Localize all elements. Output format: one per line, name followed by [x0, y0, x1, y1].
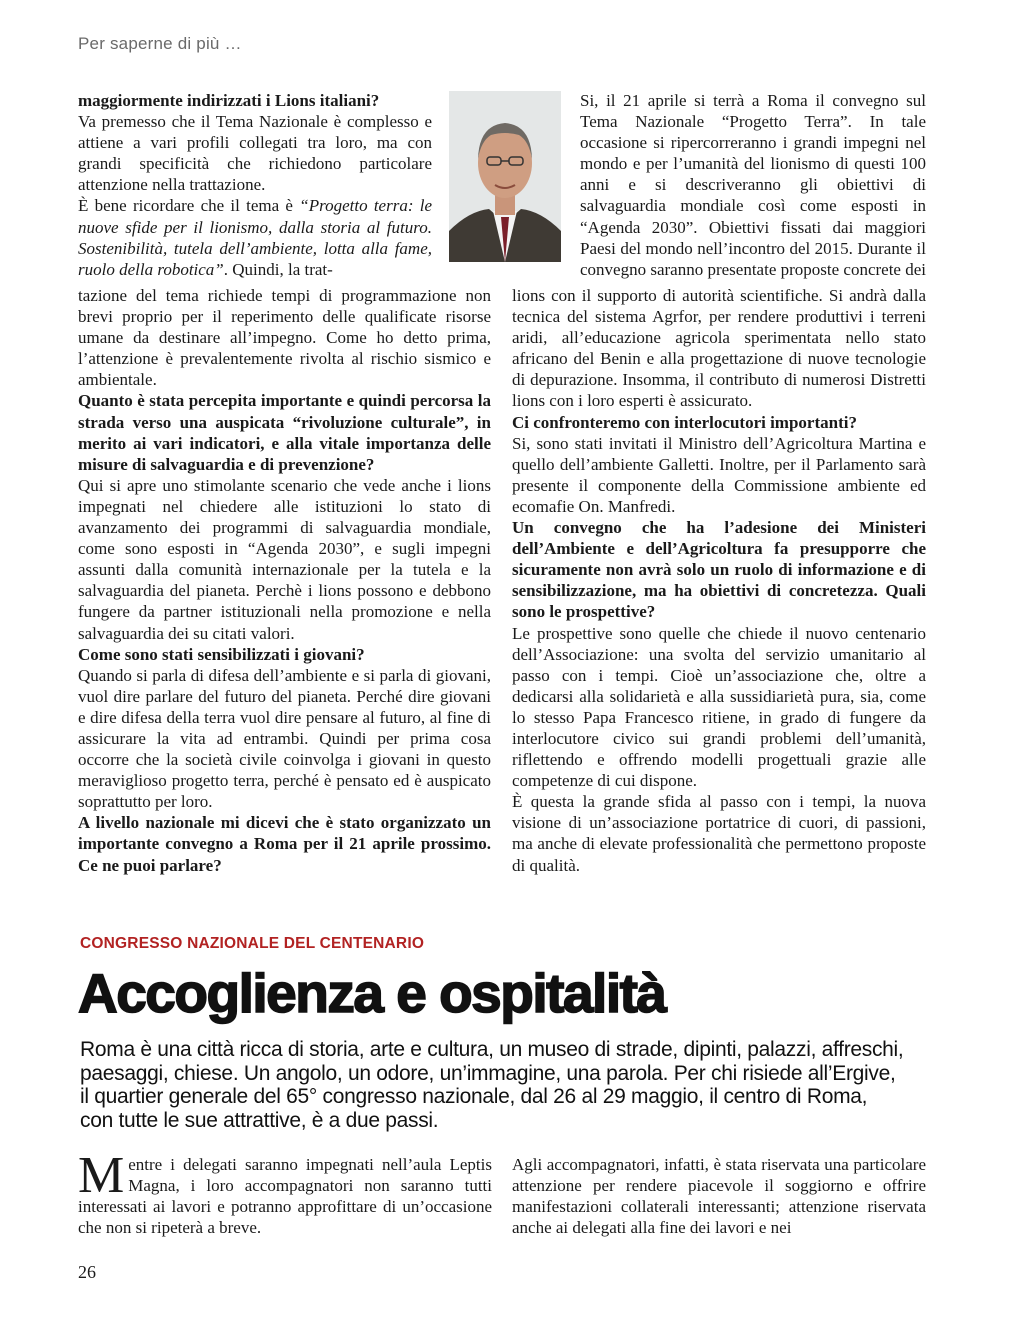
paragraph: Va premesso che il Tema Nazionale è complesso e attiene a vari profili collegati tra loro, ma con grandi specificità che richiedono particolare attenzione nella trattazione. [78, 112, 432, 195]
interview-column-right-top [580, 90, 926, 280]
paragraph: È bene ricordare che il tema è “Progetto terra: le nuove sfide per il lionismo, dalla storia al futuro. Sostenibilità, tutela dell’ambiente, lotta alla fame, ruolo della robotica”. Quindi, la trat- [78, 196, 433, 279]
interview-column-left-top [78, 90, 432, 280]
paragraph: Quando si parla di difesa dell’ambiente e si parla di giovani, vuol dire parlare del futuro del pianeta. Perché dire giovani e dire difesa della terra vuol dire pensare al futuro, al fine di assicurare la vita ad entrambi. Quindi per prima cosa occorre che la società civile coinvolga i giovani in questo meraviglioso progetto terra, perché è pensato ed è auspicato soprattutto per loro. [78, 665, 491, 812]
question: Come sono stati sensibilizzati i giovani? [78, 644, 365, 664]
lead-line: paesaggi, chiese. Un angolo, un odore, un’immagine, una parola. Per chi risiede all’Ergive, [80, 1061, 896, 1085]
interviewee-portrait-photo [449, 91, 561, 262]
question: Ci confronteremo con interlocutori importanti? [512, 412, 857, 432]
paragraph: tazione del tema richiede tempi di programmazione non brevi proprio per il reperimento delle qualificate risorse umane da destinare all’impegno. Come ho detto prima, l’attenzione è prevalentemente rivolta al rischio sismico e ambientale. [78, 286, 491, 390]
article-body-right [512, 1154, 926, 1238]
article-body-left [78, 1147, 492, 1238]
lead-line: con tutte le sue attrattive, è a due passi. [80, 1108, 439, 1132]
paragraph: Agli accompagnatori, infatti, è stata riservata una particolare attenzione per rendere piacevole il soggiorno e offrire manifestazioni collaterali interessanti; attenzione riservata anche ai delegati alla fine dei lavori e nei [512, 1155, 926, 1238]
section-kicker: CONGRESSO NAZIONALE DEL CENTENARIO [80, 935, 425, 952]
question: maggiormente indirizzati i Lions italiani? [78, 91, 380, 110]
question: Un convegno che ha l’adesione dei Ministeri dell’Ambiente e dell’Agricoltura fa presupporre che sicuramente non avrà solo un ruolo di informazione e di sensibilizzazione, ma ha obiettivi di concretezza. Quali sono le prospettive? [512, 518, 926, 622]
paragraph: È questa la grande sfida al passo con i tempi, la nuova visione di un’associazione portatrice di cuori, di passioni, ma anche di elevate professionalità che permettono proposte di qualità. [512, 792, 926, 875]
theme-title: “Progetto terra: le nuove sfide per il lionismo, dalla storia al futuro. Sostenibilità, tutela dell’ambiente, lotta alla fame, ruolo della robotica” [78, 196, 433, 279]
paragraph: Le prospettive sono quelle che chiede il nuovo centenario dell’Associazione: una svolta del servizio umanitario al passo con i tempi. Cioè un’associazione che, oltre a dedicarsi alla solidarietà e alla sussidiarietà pura, sia, come lo stesso Papa Francesco ritiene, in grado di fungere da interlocutore civico sui grandi problemi dell’umanità, riflettendo e offrendo modelli progettuali grazie alle competenze di cui dispone. [512, 623, 926, 791]
paragraph: Si, sono stati invitati il Ministro dell’Agricoltura Martina e quello dell’ambiente Galletti. Inoltre, per il Parlamento sarà presente il componente della Commissione ambiente ed ecomafie On. Manfredi. [512, 433, 926, 516]
page-number: 26 [78, 1262, 96, 1282]
interview-column-left [78, 285, 491, 876]
lead-line: il quartier generale del 65° congresso nazionale, dal 26 al 29 maggio, il centro di Roma, [80, 1085, 868, 1109]
paragraph: Si, il 21 aprile si terrà a Roma il convegno sul Tema Nazionale “Progetto Terra”. In tale occasione si ripercorreranno i grandi impegni nel mondo e per l’umanità del lionismo di questi 100 anni e si descriveranno gli obiettivi di salvaguardia mondiale così come esposti in “Agenda 2030”. Obiettivi fissati dai maggiori Paesi del mondo nell’incontro del 2015. Durante il convegno saranno presentate proposte concrete dei [580, 91, 926, 279]
paragraph: entre i delegati saranno impegnati nell’aula Leptis Magna, i loro accompagnatori non saranno tutti interessati ai lavori e potranno approfittare di un’occasione che non si ripeterà a breve. [78, 1155, 492, 1238]
lead-line: Roma è una città ricca di storia, arte e cultura, un museo di strade, dipinti, palazzi, affreschi, [80, 1038, 904, 1061]
interview-column-right [512, 285, 926, 876]
paragraph: Qui si apre uno stimolante scenario che vede anche i lions impegnati nel chiedere alle istituzioni lo stato di avanzamento dei programmi di salvaguardia mondiale, come sono esposti in “Agenda 2030”, e sugli impegni assunti dalla comunità internazionale per la tutela e la salvaguardia del pianeta. Perchè i lions possono e debbono fungere da partner istituzionali nella promozione e nella salvaguardia dei su citati valori. [78, 475, 491, 643]
question: Quanto è stata percepita importante e quindi percorsa la strada verso una auspicata “rivoluzione culturale”, in merito ai vari indicatori, e alla vitale importanza delle misure di salvaguardia e di prevenzione? [78, 391, 491, 474]
paragraph: lions con il supporto di autorità scientifiche. Si andrà dalla tecnica del sistema Agrfor, per rendere produttivi i terreni aridi, all’educazione agricola sperimentata nello stato africano del Benin e alla progettazione di nuove tecnologie di depurazione. Insomma, il contributo di numerosi Distretti lions con i loro esperti è assicurato. [512, 286, 926, 411]
article-headline: Accoglienza e ospitalità [78, 962, 666, 1024]
drop-cap: M [78, 1147, 125, 1204]
article-lead [80, 1038, 928, 1132]
question: A livello nazionale mi dicevi che è stato organizzato un importante convegno a Roma per il 21 aprile prossimo. Ce ne puoi parlare? [78, 813, 491, 875]
running-header: Per saperne di più … [78, 34, 242, 53]
